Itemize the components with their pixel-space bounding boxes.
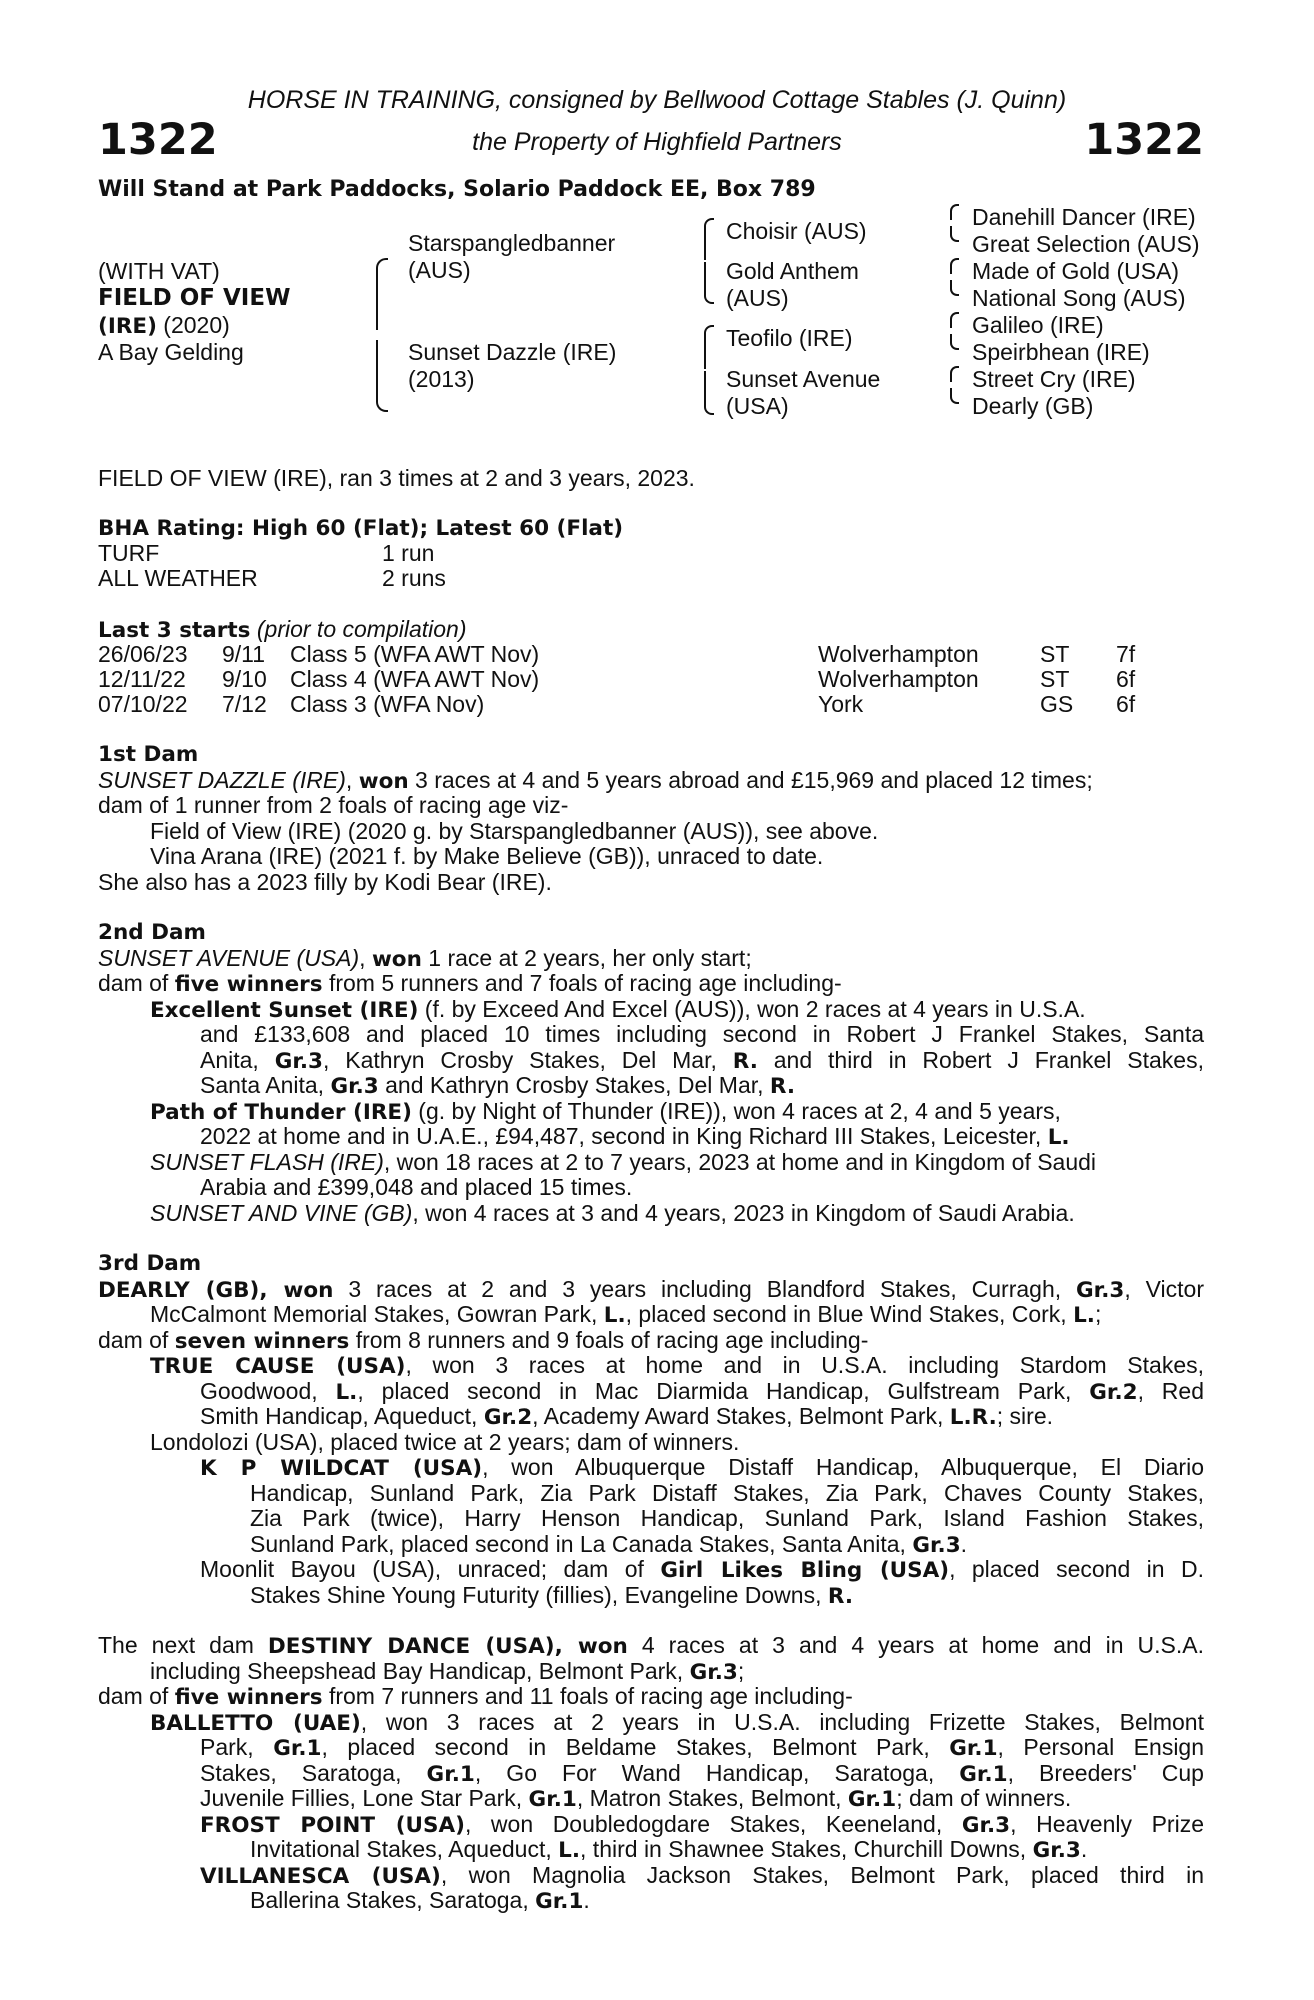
consignor-line: HORSE IN TRAINING, consigned by Bellwood Cottage Stables (J. Quinn) bbox=[247, 86, 1067, 114]
start-race: Class 3 (WFA Nov) bbox=[290, 691, 485, 717]
stand-location: Will Stand at Park Paddocks, Solario Paddock EE, Box 789 bbox=[98, 177, 816, 202]
sire-sire: Choisir (AUS) bbox=[726, 218, 867, 244]
start-date: 12/11/22 bbox=[98, 666, 186, 692]
sire-dam-origin: (AUS) bbox=[726, 285, 789, 311]
grandparent-8: Dearly (GB) bbox=[972, 393, 1094, 419]
start-distance: 6f bbox=[1116, 666, 1136, 692]
dam-name: Sunset Dazzle (IRE) bbox=[408, 339, 617, 365]
start-course: York bbox=[818, 691, 864, 717]
produce-entry: BALLETTO (UAE), won 3 races at 2 years in U.S.A. including Frizette Stakes, Belmont bbox=[150, 1708, 1204, 1736]
produce-entry: FROST POINT (USA), won Doubledogdare Stakes, Keeneland, Gr.3, Heavenly Prize bbox=[200, 1810, 1204, 1838]
section-heading: 3rd Dam bbox=[98, 1251, 202, 1276]
start-position: 9/10 bbox=[222, 666, 267, 692]
start-date: 07/10/22 bbox=[98, 691, 188, 717]
section-heading: 2nd Dam bbox=[98, 920, 206, 945]
sire-name: Starspangledbanner bbox=[408, 230, 616, 256]
section-heading: 1st Dam bbox=[98, 742, 199, 767]
horse-description: A Bay Gelding bbox=[98, 339, 244, 365]
grandparent-5: Galileo (IRE) bbox=[972, 312, 1104, 338]
second-dam-section: 2nd Dam SUNSET AVENUE (USA), won 1 race at 2 years, her only start; dam of five winners from 5 runners and 7 foals of racing age including- Excellent Sunset (IRE) (f. by Exceed And Excel (AUS)), won 2 races at 4 years in U.S.A. and £133,608 and placed 10 times including second in Robert J Frankel Stakes, Santa Anita, Gr.3, Kathryn Crosby Stakes, Del Mar, R. and third in Robert J Frankel Stakes, Santa Anita, Gr.3 and Kathryn Crosby Stakes, Del Mar, R. Path of Thunder (IRE) (g. by Night of Thunder (IRE)), won 4 races at 2, 4 and 5 years, 2022 at home and in U.A.E., £94,487, second in King Richard III Stakes, Leicester, L. SUNSET FLASH (IRE), won 18 races at 2 to 7 years, 2023 at home and in Kingdom of Saudi Arabia and £399,048 and placed 15 times. SUNSET AND VINE (GB), won 4 races at 3 and 4 years, 2023 in Kingdom of Saudi Arabia. bbox=[98, 920, 1204, 1226]
grandparent-2: Great Selection (AUS) bbox=[972, 231, 1200, 257]
start-going: ST bbox=[1040, 666, 1070, 692]
start-going: GS bbox=[1040, 691, 1074, 717]
start-position: 7/12 bbox=[222, 691, 267, 717]
rating-surface-aw: ALL WEATHER bbox=[98, 565, 258, 591]
rating-runs-aw: 2 runs bbox=[382, 565, 446, 591]
bha-rating: BHA Rating: High 60 (Flat); Latest 60 (Flat) bbox=[98, 516, 624, 541]
dam-year: (2013) bbox=[408, 366, 475, 392]
start-distance: 7f bbox=[1116, 641, 1136, 667]
rating-runs-turf: 1 run bbox=[382, 540, 435, 566]
dam-dam: Sunset Avenue bbox=[726, 366, 881, 392]
start-distance: 6f bbox=[1116, 691, 1136, 717]
start-race: Class 4 (WFA AWT Nov) bbox=[290, 666, 540, 692]
grandparent-4: National Song (AUS) bbox=[972, 285, 1186, 311]
dam-dam-origin: (USA) bbox=[726, 393, 789, 419]
produce-entry: TRUE CAUSE (USA), won 3 races at home and in U.S.A. including Stardom Stakes, bbox=[150, 1352, 1204, 1379]
race-summary: FIELD OF VIEW (IRE), ran 3 times at 2 and 3 years, 2023. bbox=[98, 465, 695, 491]
horse-name: FIELD OF VIEW bbox=[98, 285, 291, 311]
last-starts-heading: Last 3 starts (prior to compilation) bbox=[98, 616, 467, 643]
produce-entry: K P WILDCAT (USA), won Albuquerque Distaff Handicap, Albuquerque, El Diario bbox=[200, 1454, 1204, 1481]
produce-entry: VILLANESCA (USA), won Magnolia Jackson Stakes, Belmont Park, placed third in bbox=[200, 1861, 1204, 1889]
start-position: 9/11 bbox=[222, 641, 266, 667]
start-course: Wolverhampton bbox=[818, 641, 979, 667]
horse-name-suffix: (IRE) (2020) bbox=[98, 312, 230, 339]
third-dam-section: 3rd Dam DEARLY (GB), won 3 races at 2 and 3 years including Blandford Stakes, Curragh, Gr.3, Victor McCalmont Memorial Stakes, Gowran Park, L., placed second in Blue Wind Stakes, Cork, L.; dam of seven winners from 8 runners and 9 foals of racing age including- TRUE CAUSE (USA), won 3 races at home and in U.S.A. including Stardom Stakes, Goodwood, L., placed second in Mac Diarmida Handicap, Gulfstream Park, Gr.2, Red Smith Handicap, Aqueduct, Gr.2, Academy Award Stakes, Belmont Park, L.R.; sire. Londolozi (USA), placed twice at 2 years; dam of winners. K P WILDCAT (USA), won Albuquerque Distaff Handicap, Albuquerque, El Diario Handicap, Sunland Park, Zia Park Distaff Stakes, Zia Park, Chaves County Stakes, Zia Park (twice), Harry Henson Handicap, Sunland Park, Island Fashion Stakes, Sunland Park, placed second in La Canada Stakes, Santa Anita, Gr.3. Moonlit Bayou (USA), unraced; dam of Girl Likes Bling (USA), placed second in D. Stakes Shine Young Futurity (fillies), Evangeline Downs, R. bbox=[98, 1251, 1205, 1609]
next-dam-section: The next dam DESTINY DANCE (USA), won 4 races at 3 and 4 years at home and in U.S.A. including Sheepshead Bay Handicap, Belmont Park, Gr.3; dam of five winners from 7 runners and 11 foals of racing age including- BALLETTO (UAE), won 3 races at 2 years in U.S.A. including Frizette Stakes, Belmont Park, Gr.1, placed second in Beldame Stakes, Belmont Park, Gr.1, Personal Ensign Stakes, Saratoga, Gr.1, Go For Wand Handicap, Saratoga, Gr.1, Breeders' Cup Juvenile Fillies, Lone Star Park, Gr.1, Matron Stakes, Belmont, Gr.1; dam of winners. FROST POINT (USA), won Doubledogdare Stakes, Keeneland, Gr.3, Heavenly Prize Invitational Stakes, Aqueduct, L., third in Shawnee Stakes, Churchill Downs, Gr.3. VILLANESCA (USA), won Magnolia Jackson Stakes, Belmont Park, placed third in Ballerina Stakes, Saratoga, Gr.1. bbox=[98, 1632, 1205, 1914]
lot-number-left: 1322 bbox=[98, 115, 218, 165]
produce-entry: SUNSET AND VINE (GB), won 4 races at 3 and 4 years, 2023 in Kingdom of Saudi Arabia. bbox=[150, 1199, 1075, 1226]
lot-number-right: 1322 bbox=[1084, 115, 1204, 165]
sire-origin: (AUS) bbox=[408, 257, 471, 283]
dam-sire: Teofilo (IRE) bbox=[726, 325, 853, 351]
sire-dam: Gold Anthem bbox=[726, 258, 859, 284]
rating-surface-turf: TURF bbox=[98, 540, 160, 566]
grandparent-1: Danehill Dancer (IRE) bbox=[972, 204, 1196, 230]
start-course: Wolverhampton bbox=[818, 666, 979, 692]
produce-entry: Path of Thunder (IRE) (g. by Night of Thunder (IRE)), won 4 races at 2, 4 and 5 years, bbox=[150, 1097, 1061, 1125]
start-going: ST bbox=[1040, 641, 1070, 667]
first-dam-section: 1st Dam SUNSET DAZZLE (IRE), won 3 races at 4 and 5 years abroad and £15,969 and placed 12 times; dam of 1 runner from 2 foals of racing age viz- Field of View (IRE) (2020 g. by Starspangledbanner (AUS)), see above. Vina Arana (IRE) (2021 f. by Make Believe (GB)), unraced to date. She also has a 2023 filly by Kodi Bear (IRE). bbox=[98, 742, 1204, 895]
start-race: Class 5 (WFA AWT Nov) bbox=[290, 641, 540, 667]
vat-note: (WITH VAT) bbox=[98, 258, 220, 284]
start-date: 26/06/23 bbox=[98, 641, 188, 667]
grandparent-3: Made of Gold (USA) bbox=[972, 258, 1180, 284]
grandparent-6: Speirbhean (IRE) bbox=[972, 339, 1150, 365]
produce-entry: SUNSET FLASH (IRE), won 18 races at 2 to 7 years, 2023 at home and in Kingdom of Saudi bbox=[150, 1148, 1097, 1175]
grandparent-7: Street Cry (IRE) bbox=[972, 366, 1136, 392]
property-line: the Property of Highfield Partners bbox=[472, 128, 842, 156]
produce-entry: Excellent Sunset (IRE) (f. by Exceed And Excel (AUS)), won 2 races at 4 years in U.S.A. bbox=[150, 995, 1086, 1023]
